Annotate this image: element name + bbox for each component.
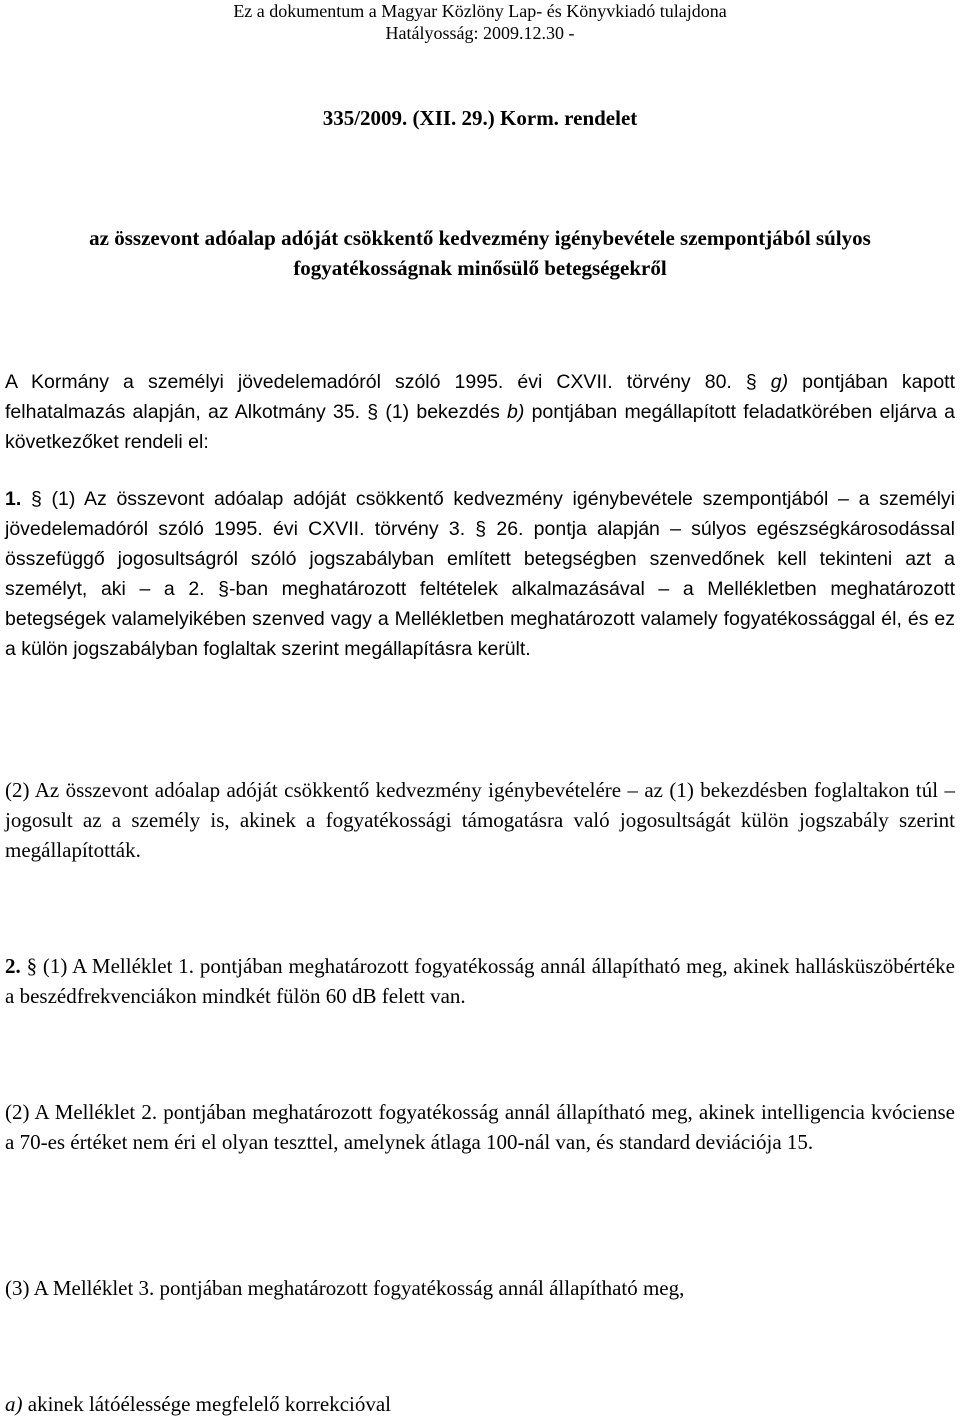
preamble-point-b: b)	[507, 401, 525, 423]
section-2-paragraph-2: (2) A Melléklet 2. pontjában meghatározott fogyatékosság annál állapítható meg, akinek intelligencia kvóciense a 70-es értéket nem éri el olyan teszttel, amelynek átlaga 100-nál van, és standard deviációja 15.	[5, 1100, 955, 1154]
section-1-paragraph-1-text: § (1) Az összevont adóalap adóját csökkentő kedvezmény igénybevétele szempontjából – a személyi jövedelemadóról szóló 1995. évi CXVII. törvény 3. § 26. pontja alapján – súlyos egészségkárosodással összefüggő jogosultságról szóló jogszabályban említett betegségben szenvedőnek kell tekinteni azt a személyt, aki – a 2. §-ban meghatározott feltételek alkalmazásával – a Mellékletben meghatározott betegségek valamelyikében szenved vagy a Mellékletben meghatározott valamely fogyatékossággal él, és ez a külön jogszabályban foglaltak szerint megállapításra került.	[5, 488, 955, 660]
section-2-paragraph-1-text: § (1) A Melléklet 1. pontjában meghatározott fogyatékosság annál állapítható meg, akinek hallásküszöbértéke a beszédfrekvenciákon mindkét fülön 60 dB felett van.	[5, 954, 955, 1008]
section-1-number: 1.	[5, 488, 22, 510]
item-a-text: akinek látóélessége megfelelő korrekcióval	[22, 1392, 392, 1416]
section-1-paragraph-1	[5, 484, 955, 664]
preamble-text-2: pontjában kapott felhatalmazás alapján, az Alkotmány 35. § (1) bekezdés	[5, 371, 956, 423]
section-1-paragraph-2: (2) Az összevont adóalap adóját csökkentő kedvezmény igénybevételére – az (1) bekezdésben foglaltakon túl – jogosult az a személy is, akinek a fogyatékossági támogatásra való jogosultságát külön jogszabály szerint megállapították.	[5, 778, 955, 862]
decree-subtitle-line-1: az összevont adóalap adóját csökkentő kedvezmény igénybevétele szempontjából súlyos	[89, 226, 871, 250]
preamble-text-1: A Kormány a személyi jövedelemadóról szóló 1995. évi CXVII. törvény 80. §	[5, 371, 771, 393]
item-a-label: a)	[5, 1392, 23, 1416]
preamble-text-3: pontjában megállapított feladatkörében eljárva a következőket rendeli el:	[5, 401, 955, 453]
preamble-paragraph	[5, 367, 955, 457]
decree-number: 335/2009. (XII. 29.) Korm. rendelet	[322, 106, 638, 130]
section-2-number: 2.	[5, 954, 21, 978]
document-ownership-header: Ez a dokumentum a Magyar Közlöny Lap- és Könyvkiadó tulajdona	[233, 1, 727, 21]
preamble-point-g: g)	[770, 371, 789, 393]
section-2-paragraph-1	[5, 951, 955, 1011]
section-2-paragraph-3: (3) A Melléklet 3. pontjában meghatározott fogyatékosság annál állapítható meg,	[5, 1276, 685, 1300]
decree-subtitle-line-2: fogyatékosságnak minősülő betegségekről	[293, 256, 667, 280]
section-2-item-a	[5, 1389, 955, 1419]
validity-header: Hatályosság: 2009.12.30 -	[385, 23, 575, 43]
